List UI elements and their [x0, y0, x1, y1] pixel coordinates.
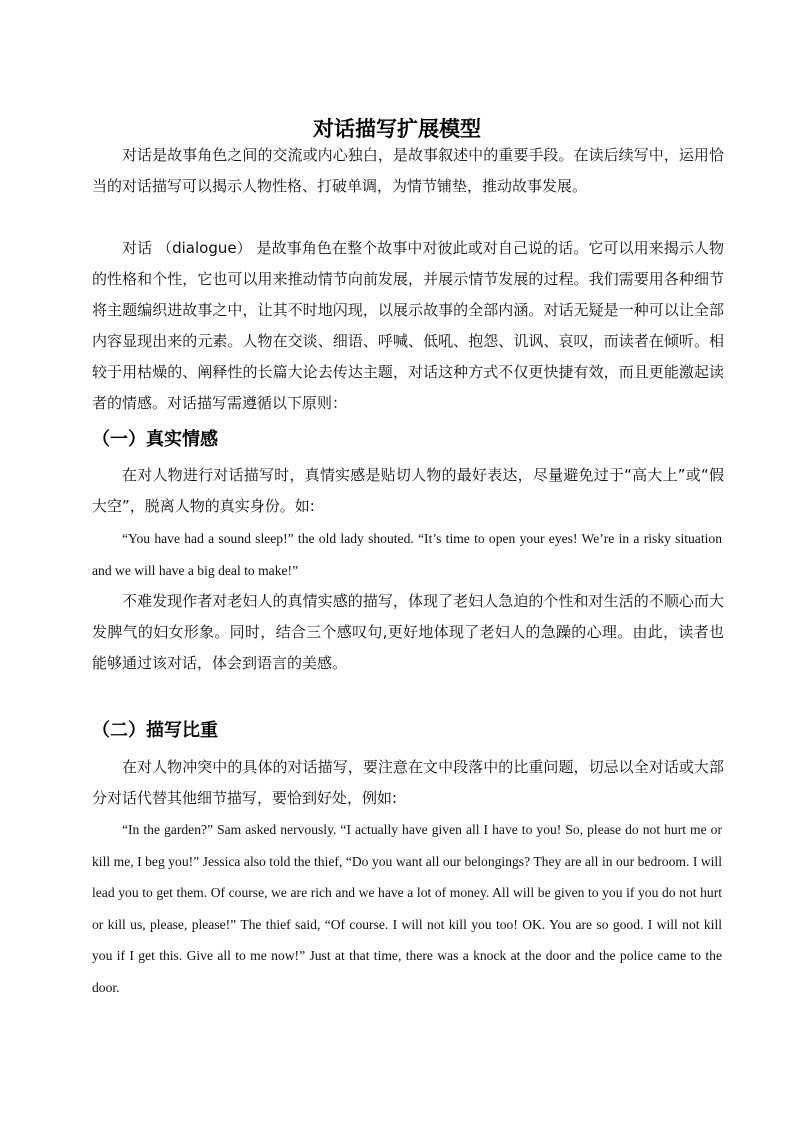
intro-paragraph: 对话是故事角色之间的交流或内心独白，是故事叙述中的重要手段。在读后续写中，运用恰当的对话描写可以揭示人物性格、打破单调，为情节铺垫，推动故事发展。: [92, 146, 724, 195]
definition-paragraph: 对话 （dialogue） 是故事角色在整个故事中对彼此或对自己说的话。它可以用来揭示人物的性格和个性，它也可以用来推动情节向前发展，并展示情节发展的过程。我们需要用各种细节将主题编织进故事之中，让其不时地闪现，以展示故事的全部内涵。对话无疑是一种可以让全部内容显现出来的元素。人物在交谈、细语、呼喊、低吼、抱怨、讥讽、哀叹，而读者在倾听。相较于用枯燥的、阐释性的长篇大论去传达主题，对话这种方式不仅更快捷有效，而且更能激起读者的情感。对话描写需遵循以下原则：: [92, 239, 724, 412]
section-heading-proportion: （二）描写比重: [92, 720, 218, 741]
section-heading-real-emotion: （一）真实情感: [92, 429, 218, 450]
section2-example: “In the garden?” Sam asked nervously. “I actually have given all I have to you! So, please do not hurt me or kill me, I beg you!” Jessica also told the thief, “Do you want all our belongings? They are all in our bedroom. I will lead you to get them. Of course, we are rich and we have a lot of money. All will be given to you if you do not hurt or kill us, please, please!” The thief said, “Of course. I will not kill you too! OK. You are so good. I will not kill you if I get this. Give all to me now!” Just at that time, there was a knock at the door and the police came to the door.: [92, 822, 722, 995]
page-title: 对话描写扩展模型: [313, 117, 481, 142]
section1-example: “You have had a sound sleep!” the old lady shouted. “It’s time to open your eyes! We’re in a risky situation and we will have a big deal to make!”: [92, 531, 722, 578]
section1-paragraph: 在对人物进行对话描写时，真情实感是贴切人物的最好表达，尽量避免过于“高大上”或“假大空”，脱离人物的真实身份。如:: [92, 466, 724, 515]
section1-analysis: 不难发现作者对老妇人的真情实感的描写，体现了老妇人急迫的个性和对生活的不顺心而大发脾气的妇女形象。同时，结合三个感叹句,更好地体现了老妇人的急躁的心理。由此，读者也能够通过该对话，体会到语言的美感。: [92, 592, 724, 672]
section2-paragraph: 在对人物冲突中的具体的对话描写，要注意在文中段落中的比重问题，切忌以全对话或大部分对话代替其他细节描写，要恰到好处，例如:: [92, 758, 724, 807]
